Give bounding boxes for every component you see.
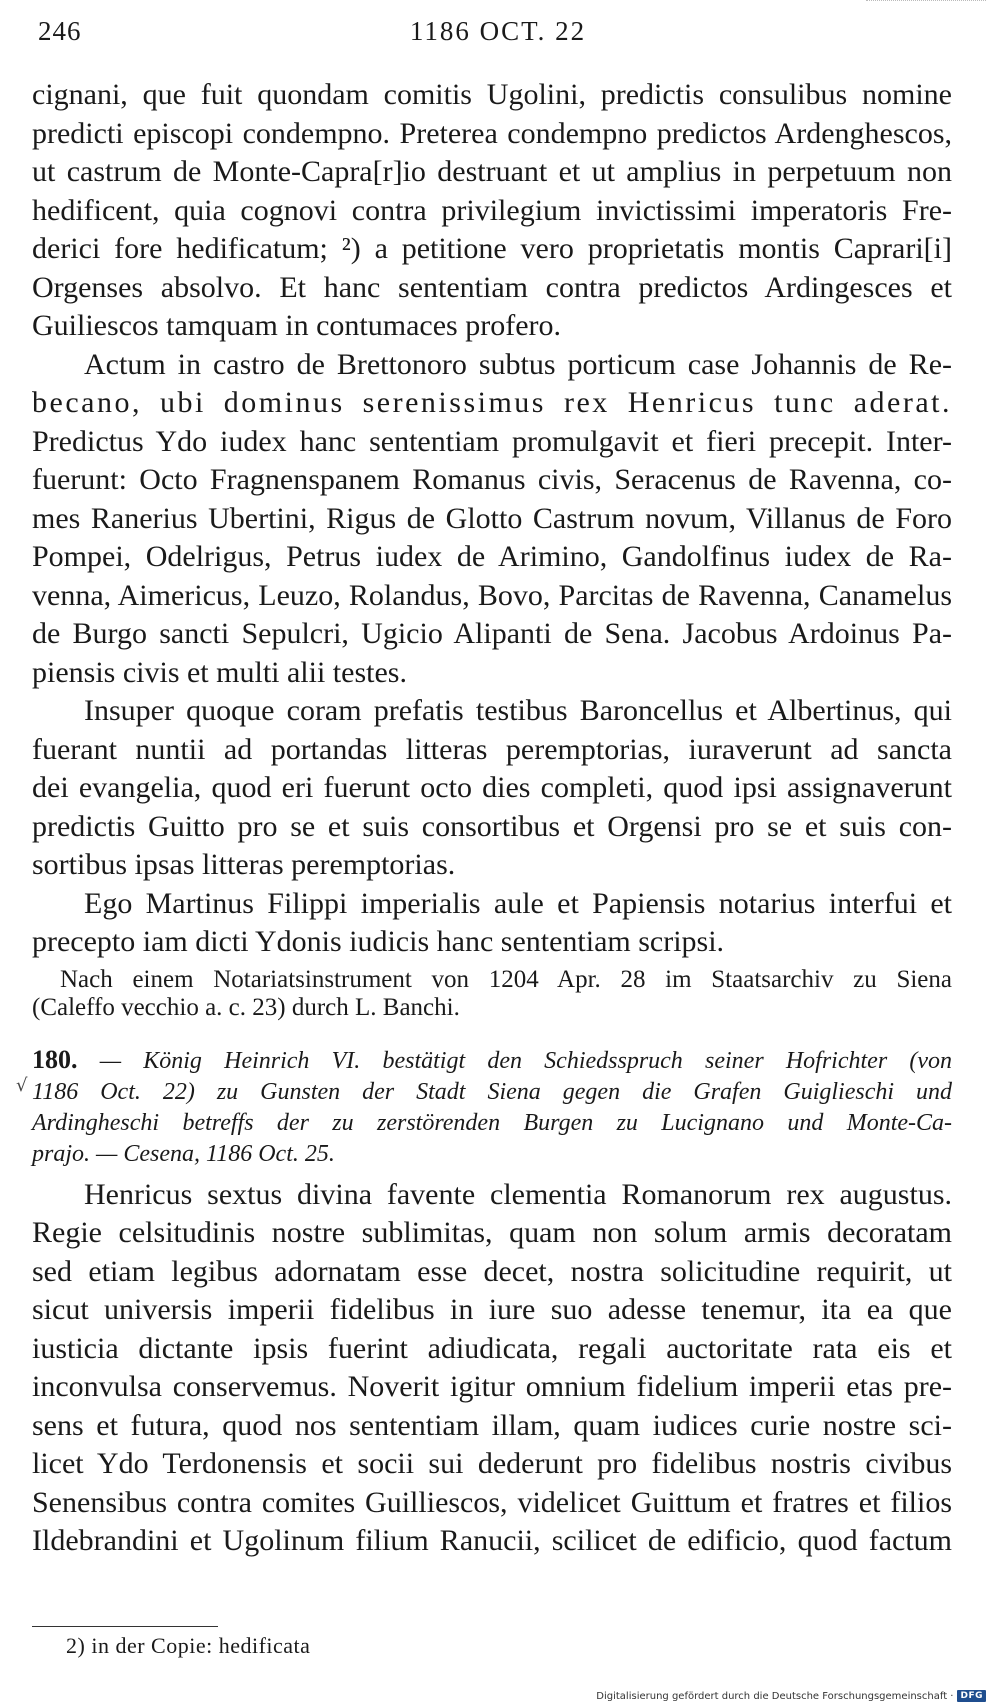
regest-line: Ardingheschi betreffs der zu zerstörenden Burgen zu Lucignano und Monte-Ca- <box>32 1109 952 1136</box>
text-line: becano, ubi dominus serenissimus rex Henricus tunc aderat. <box>32 386 952 419</box>
text-line: sed etiam legibus adornatam esse decet, nostra solicitudine requirit, ut <box>32 1254 952 1288</box>
regest-line: 1186 Oct. 22) zu Gunsten der Stadt Siena gegen die Grafen Guiglieschi und <box>32 1078 952 1105</box>
text-line: Predictus Ydo iudex hanc sententiam promulgavit et fieri precepit. Inter- <box>32 424 952 458</box>
text-line: Ildebrandini et Ugolinum filium Ranucii, scilicet de edificio, quod factum <box>32 1524 952 1557</box>
paragraph-actum <box>32 346 952 693</box>
text-line: cignani, que fuit quondam comitis Ugolini, predictis consulibus nomine <box>32 78 952 111</box>
text-line: predictis Guitto pro se et suis consortibus et Orgensi pro se et suis con- <box>32 809 952 843</box>
main-text <box>32 76 952 1561</box>
source-note-line: (Caleffo vecchio a. c. 23) durch L. Banchi. <box>32 993 460 1021</box>
regest-line: prajo. — Cesena, 1186 Oct. 25. <box>32 1140 335 1167</box>
regest-text: — König Heinrich VI. bestätigt den Schiedsspruch seiner Hofrichter (von <box>99 1047 953 1074</box>
text-line: ut castrum de Monte-Capra[r]io destruant et ut amplius in perpetuum non <box>32 155 952 188</box>
scan-edge-artifact <box>866 0 986 4</box>
dfg-logo-icon: DFG <box>957 1690 986 1702</box>
text-line: predicti episcopi condempno. Preterea condempno predictos Ardenghescos, <box>32 116 952 150</box>
text-line: iusticia dictante ipsis fuerint adiudicata, regali auctoritate rata eis et <box>32 1331 952 1365</box>
text-line: dei evangelia, quod eri fuerunt octo dies completi, quod ipsi assignaverunt <box>32 771 952 804</box>
digitization-credit <box>596 1690 986 1702</box>
text-line: Guiliescos tamquam in contumaces profero. <box>32 309 562 342</box>
charter-text <box>32 1176 952 1561</box>
text-line: sortibus ipsas litteras peremptorias. <box>32 848 456 881</box>
page-header <box>38 16 958 50</box>
document-number: 180. <box>32 1044 78 1074</box>
footnote-divider <box>32 1626 218 1627</box>
text-line: Pompei, Odelrigus, Petrus iudex de Arimino, Gandolfinus iudex de Ra- <box>32 540 952 573</box>
margin-check-mark: √ <box>16 1075 28 1096</box>
page-number: 246 <box>38 16 82 46</box>
text-line: sicut universis imperii fidelibus in iure suo adesse tenemur, ita ea que <box>32 1293 952 1326</box>
text-line: licet Ydo Terdonensis et socii sui dederunt pro fidelibus nostris civibus <box>32 1447 952 1480</box>
paragraph-insuper <box>32 692 952 885</box>
text-line: venna, Aimericus, Leuzo, Rolandus, Bovo, Parcitas de Ravenna, Canamelus <box>32 578 952 612</box>
digitization-text: Digitalisierung gefördert durch die Deutsche Forschungsgemeinschaft · <box>596 1690 954 1702</box>
text-line: sens et futura, quod nos sententiam illam, quam iudices curie nostre sci- <box>32 1408 952 1442</box>
regest-180 <box>32 1044 952 1170</box>
text-line: fuerunt: Octo Fragnenspanem Romanus civis, Seracenus de Ravenna, co- <box>32 463 952 496</box>
text-line: fuerant nuntii ad portandas litteras peremptorias, iuraverunt ad sancta <box>32 732 952 766</box>
text-line: Ego Martinus Filippi imperialis aule et Papiensis notarius interfui et <box>84 886 952 920</box>
source-note <box>32 966 952 1022</box>
text-line: piensis civis et multi alii testes. <box>32 655 407 689</box>
text-line: precepto iam dicti Ydonis iudicis hanc sententiam scripsi. <box>32 925 725 958</box>
paragraph-notary <box>32 885 952 962</box>
paragraph-sentence-end <box>32 76 952 346</box>
text-line: de Burgo sancti Sepulcri, Ugicio Alipanti de Sena. Jacobus Ardoinus Pa- <box>32 617 952 650</box>
text-line: derici fore hedificatum; ²) a petitione vero proprietatis montis Caprari[i] <box>32 232 952 265</box>
text-line: Actum in castro de Brettonoro subtus porticum case Johannis de Re- <box>84 347 952 381</box>
source-note-line: Nach einem Notariatsinstrument von 1204 Apr. 28 im Staatsarchiv zu Siena <box>60 965 952 993</box>
text-line: Regie celsitudinis nostre sublimitas, quam non solum armis decoratam <box>32 1216 952 1249</box>
text-line: inconvulsa conservemus. Noverit igitur omnium fidelium imperii etas pre- <box>32 1370 952 1403</box>
regest-line <box>32 1044 952 1077</box>
text-line: mes Ranerius Ubertini, Rigus de Glotto Castrum novum, Villanus de Foro <box>32 501 952 535</box>
text-line: hedificent, quia cognovi contra privilegium invictissimi imperatoris Fre- <box>32 193 952 227</box>
text-line: Orgenses absolvo. Et hanc sententiam contra predictos Ardingesces et <box>32 270 952 304</box>
text-line: Insuper quoque coram prefatis testibus Baroncellus et Albertinus, qui <box>84 694 952 727</box>
text-line: Senensibus contra comites Guilliescos, videlicet Guittum et fratres et filios <box>32 1485 952 1519</box>
running-head: 1186 OCT. 22 <box>409 16 587 46</box>
text-line: Henricus sextus divina favente clementia Romanorum rex augustus. <box>84 1177 952 1211</box>
footnote: 2) in der Copie: hedificata <box>66 1633 311 1658</box>
